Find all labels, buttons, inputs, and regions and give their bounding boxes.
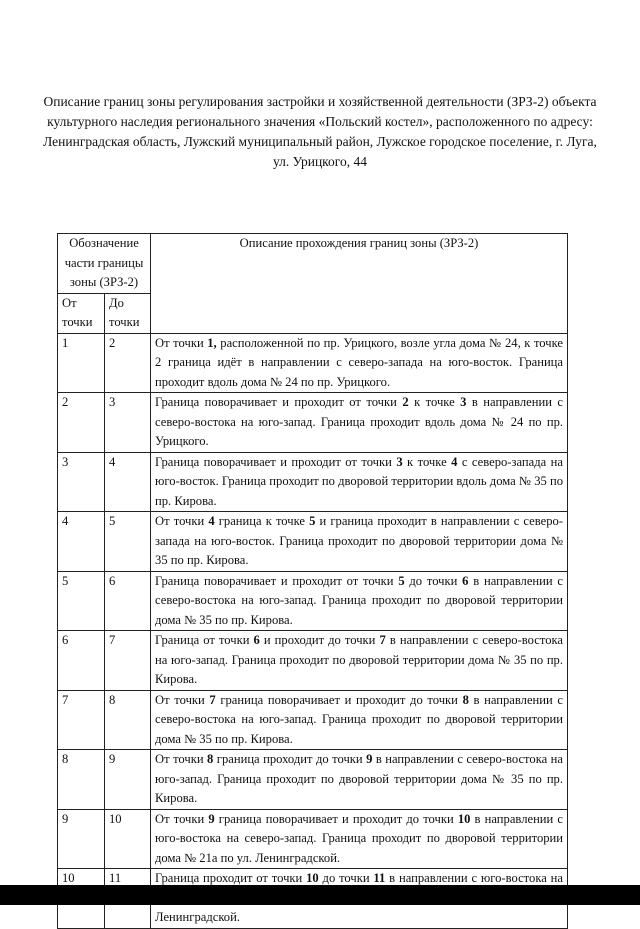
to-point-header: До точки xyxy=(105,293,151,333)
description-cell: Граница поворачивает и проходит от точки 5 до точки 6 в направлении с северо-востока на юго-запад. Граница проходит по дворовой территории дома № 35 по пр. Кирова. xyxy=(151,571,568,631)
description-cell: От точки 4 граница к точке 5 и граница проходит в направлении с северо-запада на юго-восток. Граница проходит по дворовой территории дома № 35 по пр. Кирова. xyxy=(151,512,568,572)
boundary-table xyxy=(57,233,568,929)
table-row xyxy=(58,393,568,453)
from-point-cell: 6 xyxy=(58,631,105,691)
from-point-cell: 2 xyxy=(58,393,105,453)
to-point-cell: 5 xyxy=(105,512,151,572)
description-cell: Граница поворачивает и проходит от точки 2 к точке 3 в направлении с северо-востока на юго-запад. Граница проходит вдоль дома № 24 по пр. Урицкого. xyxy=(151,393,568,453)
table-row xyxy=(58,750,568,810)
description-cell: От точки 7 граница поворачивает и проходит до точки 8 в направлении с северо-востока на юго-запад. Граница проходит по дворовой территории дома № 35 по пр. Кирова. xyxy=(151,690,568,750)
boundary-table-body xyxy=(58,234,568,929)
table-header-row xyxy=(58,234,568,294)
description-cell: Граница от точки 6 и проходит до точки 7 в направлении с северо-востока на юго-запад. Граница проходит по дворовой территории дома № 35 по пр. Кирова. xyxy=(151,631,568,691)
to-point-cell: 8 xyxy=(105,690,151,750)
table-row xyxy=(58,333,568,393)
description-cell: От точки 9 граница поворачивает и проходит до точки 10 в направлении с юго-востока на северо-запад. Граница проходит по дворовой территории дома № 21а по ул. Ленинградской. xyxy=(151,809,568,869)
group-header: Обозначение части границы зоны (ЗРЗ-2) xyxy=(58,234,151,294)
from-point-header: От точки xyxy=(58,293,105,333)
document-title: Описание границ зоны регулирования застройки и хозяйственной деятельности (ЗРЗ-2) объекта культурного наследия регионального значения «Польский костел», расположенного по адресу: Ленинградская область, Лужский муниципальный район, Лужское городское поселение, г. Луга, ул. Урицкого, 44 xyxy=(43,94,597,169)
to-point-cell: 7 xyxy=(105,631,151,691)
to-point-cell: 11 xyxy=(105,869,151,929)
table-row xyxy=(58,512,568,572)
from-point-cell: 3 xyxy=(58,452,105,512)
from-point-cell: 5 xyxy=(58,571,105,631)
description-cell: От точки 1, расположенной по пр. Урицкого, возле угла дома № 24, к точке 2 граница идёт в направлении с северо-запада на юго-восток. Граница проходит вдоль дома № 24 по пр. Урицкого. xyxy=(151,333,568,393)
description-cell: От точки 8 граница проходит до точки 9 в направлении с северо-востока на юго-запад. Граница проходит по дворовой территории дома № 35 по пр. Кирова. xyxy=(151,750,568,810)
from-point-cell: 4 xyxy=(58,512,105,572)
table-row xyxy=(58,452,568,512)
from-point-cell: 1 xyxy=(58,333,105,393)
description-header: Описание прохождения границ зоны (ЗРЗ-2) xyxy=(151,234,568,334)
table-row xyxy=(58,690,568,750)
scan-edge-bar xyxy=(0,885,640,905)
from-point-cell: 10 xyxy=(58,869,105,929)
description-cell: Граница поворачивает и проходит от точки 3 к точке 4 с северо-запада на юго-восток. Граница проходит по дворовой территории вдоль дома № 35 по пр. Кирова. xyxy=(151,452,568,512)
table-row xyxy=(58,571,568,631)
to-point-cell: 3 xyxy=(105,393,151,453)
to-point-cell: 4 xyxy=(105,452,151,512)
to-point-cell: 10 xyxy=(105,809,151,869)
from-point-cell: 8 xyxy=(58,750,105,810)
to-point-cell: 2 xyxy=(105,333,151,393)
table-row xyxy=(58,631,568,691)
from-point-cell: 7 xyxy=(58,690,105,750)
to-point-cell: 6 xyxy=(105,571,151,631)
from-point-cell: 9 xyxy=(58,809,105,869)
table-row xyxy=(58,809,568,869)
to-point-cell: 9 xyxy=(105,750,151,810)
description-cell: Граница проходит от точки 10 до точки 11 в направлении с юго-востока на Ленинградской. xyxy=(151,869,568,929)
